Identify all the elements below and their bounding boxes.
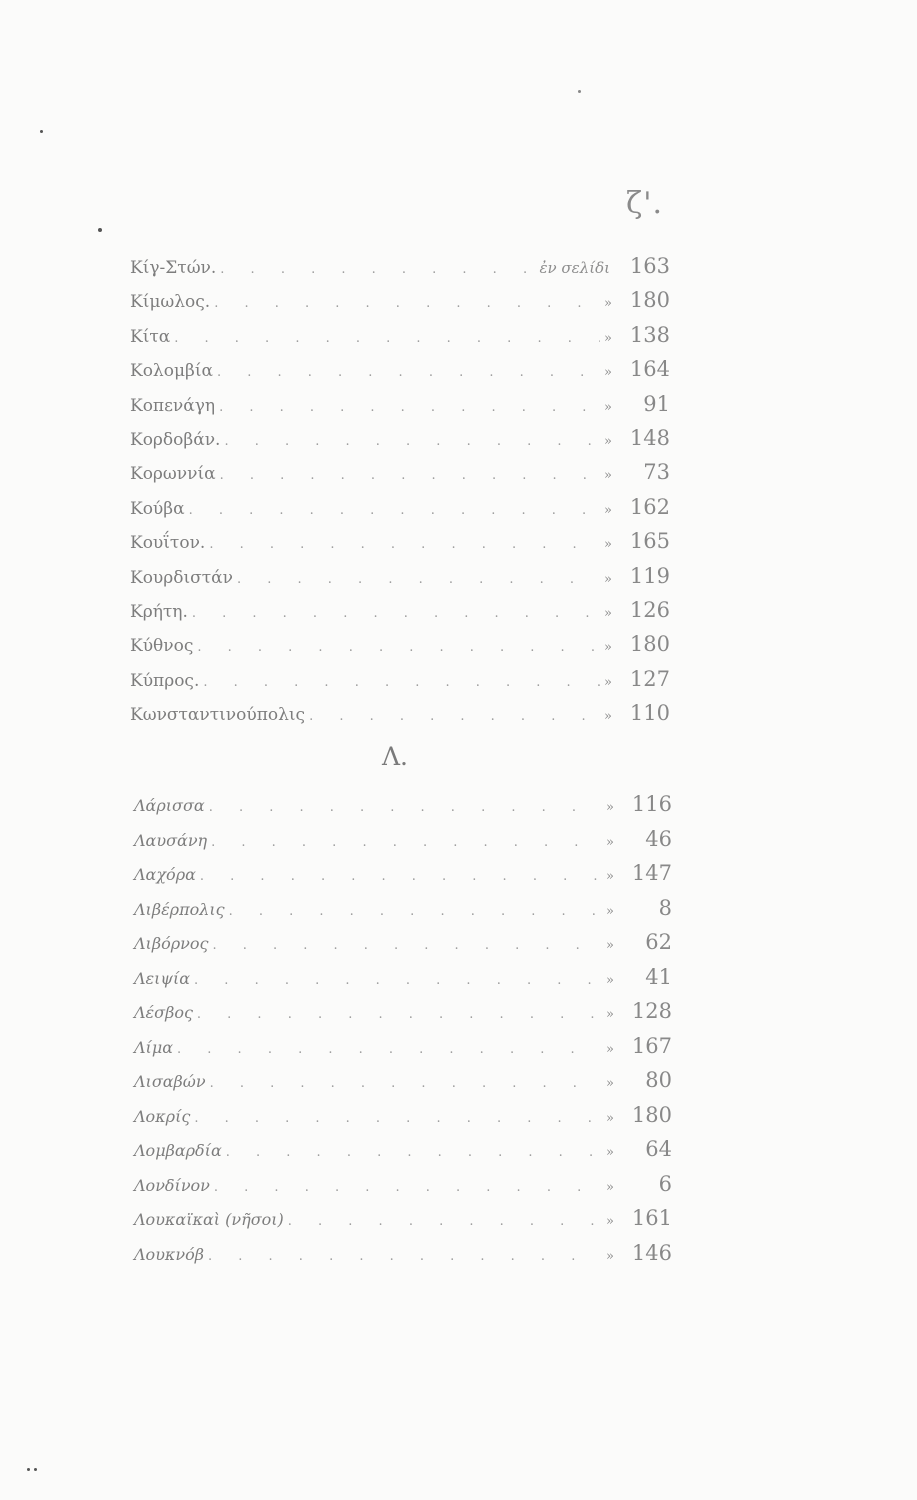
entry-page-number: 138 <box>629 322 670 347</box>
entry-name: Λειψία <box>134 968 191 988</box>
entry-reference: » <box>604 433 612 449</box>
dot-leader <box>197 631 600 665</box>
entry-page-number: 165 <box>629 529 670 554</box>
dot-leader <box>208 1240 602 1275</box>
entry-name: Λίμα <box>134 1037 174 1057</box>
entry-reference: » <box>606 1145 614 1160</box>
entry-page-number: 126 <box>629 597 670 622</box>
entry-reference: » <box>606 972 614 988</box>
dot-leader <box>200 860 602 895</box>
index-entry <box>134 822 672 857</box>
entry-page-number: 62 <box>645 930 672 954</box>
entry-name: Λισαβών <box>134 1072 206 1091</box>
index-entry <box>130 283 670 317</box>
ink-speck <box>98 228 102 232</box>
entry-page-number: 41 <box>645 964 672 989</box>
dot-leader <box>197 998 602 1033</box>
index-entry <box>134 1236 672 1271</box>
index-entry <box>134 925 672 960</box>
entry-name: Κρήτη. <box>130 601 188 622</box>
dot-leader <box>192 597 600 631</box>
ink-speck <box>40 130 43 133</box>
index-entry <box>134 994 672 1029</box>
entry-name: Κολομβία <box>130 361 213 382</box>
entry-name: Λουκνόβ <box>134 1244 205 1264</box>
entry-page-number: 8 <box>658 895 672 920</box>
entry-reference: » <box>606 1076 614 1091</box>
index-entry <box>134 1167 672 1202</box>
entry-reference: » <box>604 365 612 381</box>
entry-reference: » <box>606 1248 614 1264</box>
entry-page-number: 180 <box>629 288 670 313</box>
entry-reference: » <box>604 537 612 553</box>
index-entry <box>130 490 670 524</box>
entry-name: Κίγ-Στών. <box>130 258 217 278</box>
ink-speck <box>34 1468 37 1471</box>
dot-leader <box>219 391 600 425</box>
entry-page-number: 91 <box>643 391 670 416</box>
index-entry <box>134 1132 672 1167</box>
entry-name: Κίμωλος. <box>130 292 211 313</box>
entry-page-number: 127 <box>629 666 670 691</box>
dot-leader <box>209 528 600 562</box>
dot-leader <box>203 666 600 700</box>
entry-name: Λουκαϊκαὶ (νῆσοι) <box>134 1210 284 1229</box>
dot-leader <box>194 964 602 999</box>
dot-leader <box>237 563 600 597</box>
entry-name: Κύθνος <box>130 636 194 657</box>
entry-name: Κούβα <box>130 498 185 519</box>
entry-name: Λαυσάνη <box>134 830 208 850</box>
index-entry <box>130 559 670 593</box>
index-section-lambda <box>134 787 672 1270</box>
index-entry <box>130 455 670 489</box>
entry-page-number: 180 <box>629 632 670 657</box>
index-entry <box>130 696 670 730</box>
index-entry <box>130 352 670 386</box>
entry-name: Κοπενάγη <box>130 395 216 416</box>
entry-reference: » <box>606 903 614 919</box>
index-entry <box>134 1098 672 1133</box>
index-entry <box>130 593 670 627</box>
dot-leader <box>288 1205 602 1240</box>
index-entry <box>134 856 672 891</box>
dot-leader <box>229 895 602 930</box>
index-entry <box>134 891 672 926</box>
entry-page-number: 6 <box>658 1171 672 1196</box>
entry-reference: » <box>604 640 612 656</box>
entry-name: Λαχόρα <box>134 865 196 884</box>
index-entry <box>130 662 670 696</box>
entry-reference: » <box>606 1007 614 1022</box>
index-entry <box>134 1063 672 1098</box>
entry-name: Κουΐτον. <box>130 533 206 554</box>
dot-leader <box>209 791 602 826</box>
entry-name: Λομβαρδία <box>134 1141 222 1160</box>
dot-leader <box>220 459 600 493</box>
entry-name: Λέσβος <box>134 1003 193 1022</box>
entry-name: Κωνσταντινούπολις <box>130 705 306 726</box>
entry-reference: » <box>604 296 612 312</box>
entry-page-number: 46 <box>645 826 672 851</box>
entry-name: Κορωννία <box>130 464 216 485</box>
entry-reference: » <box>606 869 614 884</box>
dot-leader <box>210 1067 602 1102</box>
entry-page-number: 146 <box>631 1240 672 1265</box>
entry-page-number: 164 <box>629 357 670 382</box>
entry-reference: » <box>606 800 614 815</box>
dot-leader <box>217 356 600 390</box>
dot-leader <box>189 494 600 528</box>
dot-leader <box>214 287 600 321</box>
entry-reference: » <box>606 1179 614 1195</box>
entry-reference: » <box>604 571 612 587</box>
ink-speck <box>578 90 581 93</box>
dot-leader <box>214 1171 602 1206</box>
entry-page-number: 73 <box>643 460 670 485</box>
entry-page-number: 119 <box>629 563 670 588</box>
dot-leader <box>220 253 535 287</box>
dot-leader <box>174 322 600 356</box>
entry-page-number: 180 <box>631 1102 672 1127</box>
index-entry <box>134 1201 672 1236</box>
section-heading-lambda: Λ. <box>382 742 409 771</box>
dot-leader <box>177 1033 602 1068</box>
entry-reference: » <box>606 1041 614 1057</box>
entry-reference: » <box>604 674 612 690</box>
entry-page-number: 147 <box>631 861 672 885</box>
entry-reference: » <box>604 709 612 725</box>
index-entry <box>130 318 670 352</box>
index-entry <box>134 787 672 822</box>
entry-name: Κίτα <box>130 326 171 347</box>
index-entry <box>130 524 670 558</box>
dot-leader <box>194 1102 602 1137</box>
dot-leader <box>211 826 602 861</box>
index-section-kappa <box>130 249 670 730</box>
index-entry <box>134 960 672 995</box>
index-entry <box>130 387 670 421</box>
entry-page-number: 167 <box>631 1033 672 1058</box>
entry-reference: » <box>604 605 612 621</box>
entry-name: Λιβέρπολις <box>134 899 225 919</box>
entry-name: Λιβόρνος <box>134 934 209 953</box>
entry-page-number: 110 <box>629 701 670 726</box>
entry-name: Λάρισσα <box>134 796 205 815</box>
index-entry <box>134 1029 672 1064</box>
entry-page-number: 148 <box>629 425 670 450</box>
entry-reference: » <box>606 1110 614 1126</box>
entry-name: Λοκρίς <box>134 1106 191 1126</box>
entry-reference: » <box>606 938 614 953</box>
ink-speck <box>27 1468 30 1471</box>
page-number-marker: ζ'. <box>626 186 664 221</box>
entry-name: Λονδίνον <box>134 1175 210 1195</box>
entry-reference: » <box>604 468 612 484</box>
index-entry <box>130 249 670 283</box>
entry-reference: ἐν σελίδι <box>539 259 610 277</box>
dot-leader <box>226 1136 602 1171</box>
entry-page-number: 161 <box>631 1206 672 1230</box>
entry-page-number: 128 <box>631 999 672 1023</box>
dot-leader <box>212 929 602 964</box>
entry-name: Κορδοβάν. <box>130 429 221 450</box>
index-entry <box>130 627 670 661</box>
index-entry <box>130 421 670 455</box>
entry-reference: » <box>604 399 612 415</box>
entry-reference: » <box>606 834 614 850</box>
entry-reference: » <box>606 1214 614 1229</box>
entry-reference: » <box>604 330 612 346</box>
entry-page-number: 80 <box>645 1068 672 1092</box>
entry-page-number: 116 <box>631 792 672 816</box>
entry-page-number: 64 <box>645 1137 672 1161</box>
entry-name: Κουρδιστάν <box>130 567 233 588</box>
entry-page-number: 162 <box>629 494 670 519</box>
dot-leader <box>309 700 600 734</box>
entry-reference: » <box>604 502 612 518</box>
entry-page-number: 163 <box>629 254 670 278</box>
dot-leader <box>224 425 600 459</box>
entry-name: Κύπρος. <box>130 670 200 691</box>
